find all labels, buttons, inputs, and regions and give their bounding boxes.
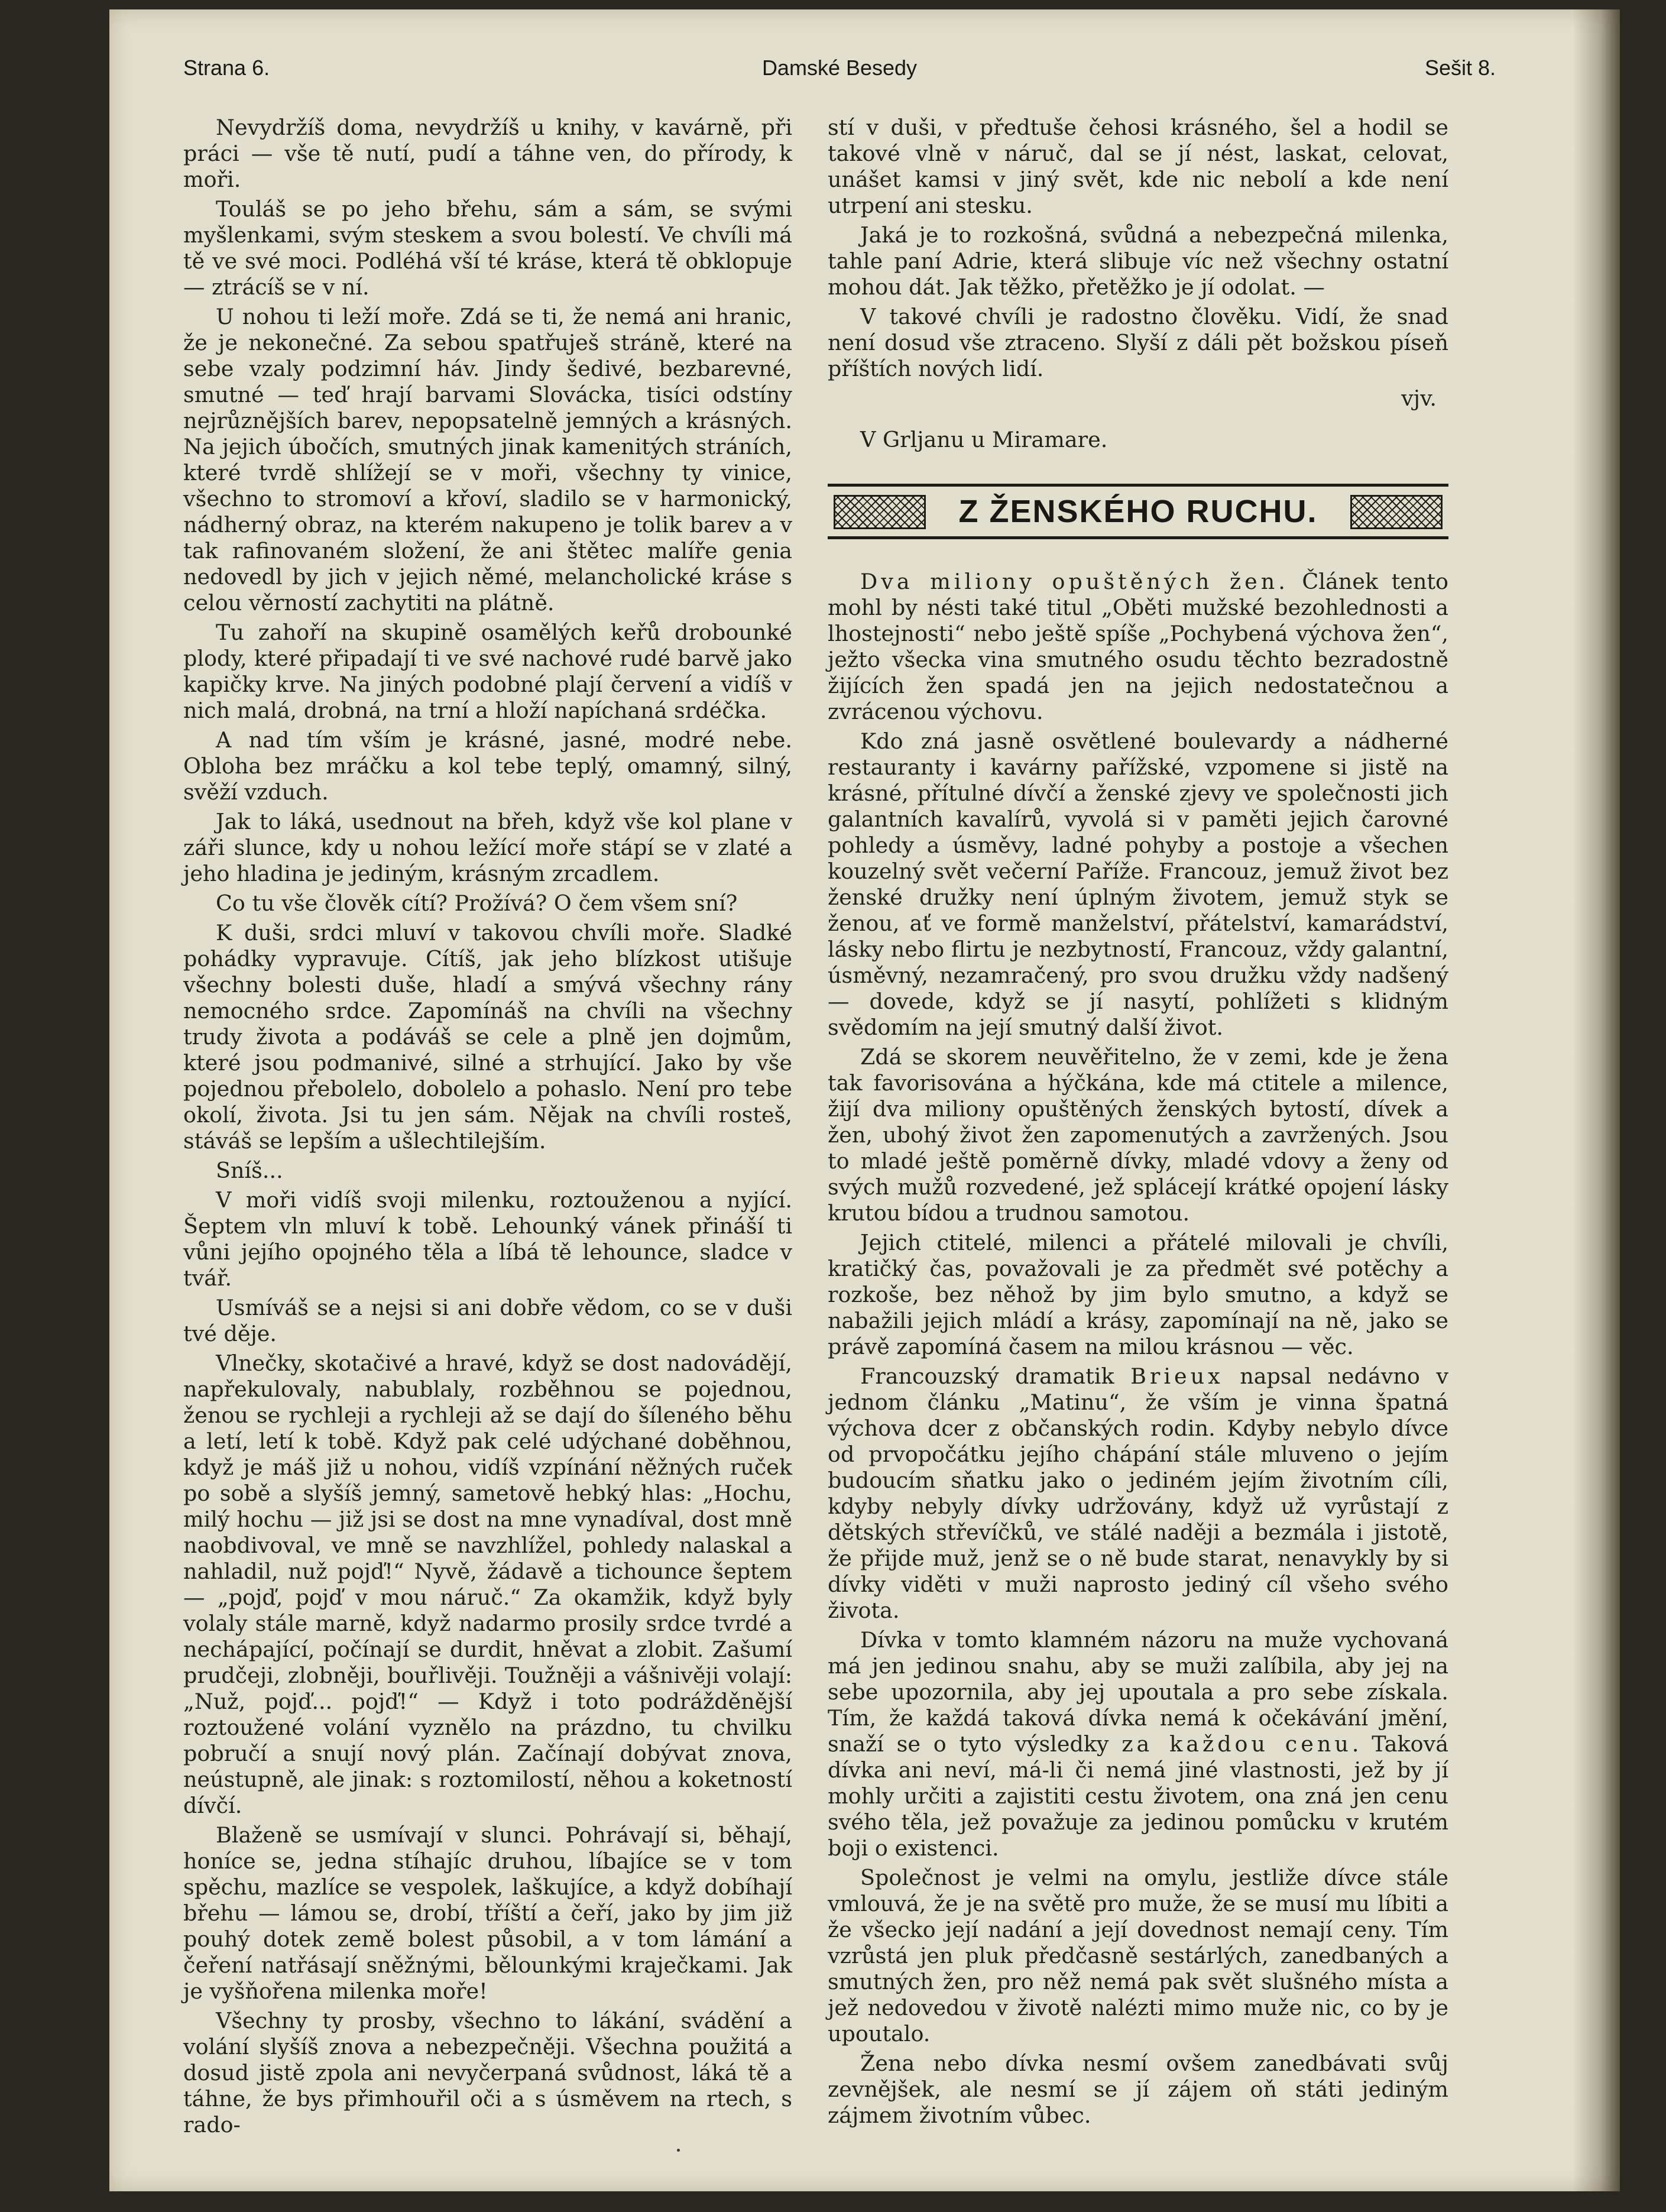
paragraph bbox=[828, 1364, 1448, 1624]
text: Francouzský dramatik bbox=[860, 1364, 1131, 1389]
paragraph: Co tu vše člověk cítí? Prožívá? O čem všem sní? bbox=[216, 890, 738, 916]
paragraph: Jaká je to rozkošná, svůdná a nebezpečná milenka, tahle paní Adrie, která slibuje víc než všechny ostatní mohou dát. Jak těžko, přetěžko je jí odolat. — bbox=[828, 222, 1448, 300]
issue-number: Sešit 8. bbox=[1424, 56, 1496, 80]
place-line: V Grljanu u Miramare. bbox=[860, 427, 1108, 452]
ornament-icon bbox=[1350, 495, 1443, 529]
ornament-icon bbox=[834, 495, 926, 529]
paragraph bbox=[828, 1627, 1448, 1861]
text: Dívka v tomto klamném názoru na muže vychovaná má jen jedinou snahu, aby se muži zalíbila, aby jej na sebe upozornila, aby jej upoutala a pro sebe získala. Tím, že každá taková dívka nemá k očekávání jmění, snaží se o tyto výsledky bbox=[828, 1627, 1448, 1757]
paragraph: Kdo zná jasně osvětlené boulevardy a nádherné restauranty i kavárny pařížské, vzpomene si jistě na krásné, přítulné dívčí a ženské zjevy ve společnosti jich galantních kavalírů, vyvolá si v paměti jejich čarovné pohledy a úsměvy, ladné pohyby a postoje a všechen kouzelný svět večerní Paříže. Francouz, jemuž život bez ženské družky není úplným životem, jemuž styk se ženou, ať ve formě manželství, přátelství, kamarádství, lásky nebo flirtu je nezbytností, Francouz, vždy galantní, úsměvný, nezamračený, pro svou družku vždy nadšený — dovede, když se jí nasytí, pohlížeti s klidným svědomím na její smutný další život. bbox=[828, 728, 1448, 1040]
paragraph: Tu zahoří na skupině osamělých keřů drobounké plody, které připadají ti ve své nachové rudé barvě jako kapičky krve. Na jiných podobné plají červení a vidíš v nich malá, drobná, na trní a hloží napíchaná srdéčka. bbox=[183, 620, 792, 723]
section-heading bbox=[828, 484, 1448, 539]
paragraph: Nevydržíš doma, nevydržíš u knihy, v kavárně, při práci — vše tě nutí, pudí a táhne ven, do přírody, k moři. bbox=[183, 115, 792, 192]
paragraph: Touláš se po jeho břehu, sám a sám, se svými myšlenkami, svým steskem a svou bolestí. Ve chvíli má tě ve své moci. Podléhá vší té kráse, která tě obklopuje — ztrácíš se v ní. bbox=[183, 196, 792, 300]
paragraph: Sníš... bbox=[216, 1158, 283, 1183]
emphasized-text: za každou cenu bbox=[1122, 1731, 1352, 1757]
paragraph: V takové chvíli je radostno člověku. Vidí, že snad není dosud vše ztraceno. Slyší z dáli pět božskou píseň příštích nových lidí. bbox=[828, 304, 1448, 381]
article-lead bbox=[828, 569, 1448, 725]
paragraph: Společnost je velmi na omylu, jestliže dívce stále vmlouvá, že je na světě pro muže, že se musí mu líbiti a že všecko její nadání a její dovednost nemají ceny. Tím vzrůstá jen pluk předčasně sestárlých, zanedbaných a smutných žen, pro něž nemá pak svět slušného místa a jež nedovedou v životě nalézti mimo muže nic, co by je upoutalo. bbox=[828, 1865, 1448, 2046]
paragraph: Jejich ctitelé, milenci a přátelé milovali je chvíli, kratičký čas, považovali je za předmět své potěchy a rozkoše, bez něhož by jim bylo smutno, a když se nabažili jejich mládí a krásy, zapomínají na ně, jako se právě zapomíná časem na milou krásnou — věc. bbox=[828, 1230, 1448, 1359]
page-spine-shadow bbox=[1573, 9, 1620, 2191]
paragraph: Jak to láká, usednout na břeh, když vše kol plane v záři slunce, kdy u nohou ležící moře stápí se v zlaté a jeho hladina je jediným, krásným zrcadlem. bbox=[183, 809, 792, 886]
paragraph-continued: stí v duši, v předtuše čehosi krásného, šel a hodil se takové vlně v náruč, dal se jí nést, laskat, celovat, unášet kamsi v jiný svět, kde nic nebolí a kde není utrpení ani stesku. bbox=[828, 115, 1448, 218]
paragraph: Všechny ty prosby, všechno to lákání, svádění a volání slyšíš znova a nebezpečněji. Všechna použitá a dosud jistě zpola ani nevyčerpaná svůdnost, láká tě a táhne, že bys přimhouřil oči a s úsměvem na rtech, s rado- bbox=[183, 2008, 792, 2137]
paragraph: Vlnečky, skotačivé a hravé, když se dost nadovádějí, napřekulovaly, nabublaly, rozběhnou se pojednou, ženou se rychleji a rychleji až se dají do šíleného běhu a letí, letí k tobě. Když pak celé udýchané doběhnou, když je máš již u nohou, vidíš vzpínání něžných ruček po sobě a slyšíš jemný, sametově hebký hlas: „Hochu, milý hochu — již jsi se dost na mne vynadíval, dost mně naobdivoval, ve mně se navzhlížel, pohledy nalaskal a nahladil, nuž pojď!“ Nyvě, žádavě a tichounce šeptem — „pojď, pojď v mou náruč.“ Za okamžik, když byly volaly stále marně, když nadarmo prosily srdce tvrdé a nechápající, počínají se durdit, hněvat a zlobit. Zašumí prudčeji, zlobněji, bouřlivěji. Toužněji a vášnivěji volají: „Nuž, pojď... pojď!“ — Když i toto podrážděnější roztoužené volání vyznělo na prázdno, tu chvilku pobručí a snují nový plán. Začínají dobývat znova, neústupně, ale jinak: s roztomilostí, něhou a koketností dívčí. bbox=[183, 1350, 792, 1818]
paragraph: Zdá se skorem neuvěřitelno, že v zemi, kde je žena tak favorisována a hýčkána, kde má ctitele a milence, žijí dva miliony opuštěných ženských bytostí, dívek a žen, ubohý život žen zapomenutých a zavržených. Jsou to mladé ještě poměrně dívky, mladé vdovy a ženy od svých mužů rozvedené, jež splácejí krátké opojení lásky krutou bídou a trudnou samotou. bbox=[828, 1044, 1448, 1226]
paragraph: U nohou ti leží moře. Zdá se ti, že nemá ani hranic, že je nekonečné. Za sebou spatřuješ stráně, které na sebe vzaly podzimní háv. Jindy šedivé, bezbarevné, smutné — teď hrají barvami Slovácka, tisíci odstíny nejrůznějších barev, nepopsatelně jemných a krásných. Na jejich úbočích, smutných jinak kamenitých stráních, které tvrdě shlížejí se v moři, všechny ty vinice, všechno to stromoví a křoví, sladilo se v harmonický, nádherný obraz, na kterém nakupeno je tolik barev a v tak rafinovaném složení, že ani štětec malíře genia nedovedl by jich v jejich němé, melancholické kráse s celou věrností zachytiti na plátně. bbox=[183, 304, 792, 616]
paragraph: K duši, srdci mluví v takovou chvíli moře. Sladké pohádky vypravuje. Cítíš, jak jeho blízkost utišuje všechny bolesti duše, hladí a smývá všechny rány nemocného srdce. Zapomínáš na chvíli na všechny trudy života a podáváš se cele a plně jen dojmům, které jsou podmanivé, silné a strhující. Jako by vše pojednou přebolelo, dobolelo a pohaslo. Není pro tebe okolí, života. Jsi tu jen sám. Nějak na chvíli rosteš, stáváš se lepším a ušlechtilejším. bbox=[183, 920, 792, 1154]
paragraph: Blaženě se usmívají v slunci. Pohrávají si, běhají, honíce se, jedna stíhajíc druhou, líbajíce se v tom spěchu, mazlíce se vespolek, laškujíce, a když dobíhají břehu — lámou se, drobí, tříští a čeří, jako by jim již pouhý dotek země bolest působil, a v tom lámání a čeření natřásají sněžnými, bělounkými kraječkami. Jak je vyšňořena milenka moře! bbox=[183, 1822, 792, 2004]
page-header bbox=[183, 56, 1496, 91]
paragraph: A nad tím vším je krásné, jasné, modré nebe. Obloha bez mráčku a kol tebe teplý, omamný, silný, svěží vzduch. bbox=[183, 727, 792, 805]
right-column bbox=[828, 115, 1448, 2132]
magazine-page bbox=[109, 9, 1620, 2191]
article-title: Dva miliony opuštěných žen. bbox=[860, 569, 1289, 594]
section-title: Z ŽENSKÉHO RUCHU. bbox=[958, 494, 1318, 529]
paragraph: Žena nebo dívka nesmí ovšem zanedbávati svůj zevnějšek, ale nesmí se jí zájem oň státi jediným zájmem životním vůbec. bbox=[828, 2051, 1448, 2128]
magazine-title: Damské Besedy bbox=[761, 56, 918, 80]
paragraph: V moři vidíš svoji milenku, roztouženou a nyjící. Šeptem vln mluví k tobě. Lehounký vánek přináší ti vůni jejího opojného těla a líbá tě lehounce, sladce v tvář. bbox=[183, 1187, 792, 1291]
text: . Taková dívka ani neví, má-li či nemá jiné vlastnosti, jež by jí mohly určiti a zajistiti cestu životem, ona zná jen cenu svého těla, jež považuje za jedinou pomůcku v krutém boji o existenci. bbox=[828, 1731, 1448, 1861]
paragraph: Usmíváš se a nejsi si ani dobře vědom, co se v duši tvé děje. bbox=[183, 1295, 792, 1346]
author-name: Brieux bbox=[1130, 1364, 1224, 1389]
author-signature: vjv. bbox=[1401, 386, 1437, 411]
text: napsal nedávno v jednom článku „Matinu“, že vším je vinna špatná výchova dcer z občanských rodin. Kdyby nebylo dívce od prvopočátku jejího chápání stále mluveno o jejím budoucím sňatku jako o jediném jejím životním cíli, kdyby nebyly dívky udržovány, když už vyrůstají z dětských střevíčků, ve stálé naději a bezmála i jistotě, že přijde muž, jenž se o ně bude starat, nenavykly by si dívky viděti v muži naprosto jediný cíl všeho svého života. bbox=[828, 1364, 1448, 1623]
page-number: Strana 6. bbox=[183, 56, 270, 80]
print-speck bbox=[677, 2149, 680, 2152]
lead-text: Článek tento mohl by nésti také titul „Oběti mužské bezohlednosti a lhostejnosti“ nebo ještě spíše „Pochybená výchova žen“, ježto všecka vina smutného osudu těchto bezradostně žijících žen spadá jen na jejich nedostatečnou a zvrácenou výchovu. bbox=[828, 569, 1448, 724]
left-column bbox=[183, 115, 792, 2142]
